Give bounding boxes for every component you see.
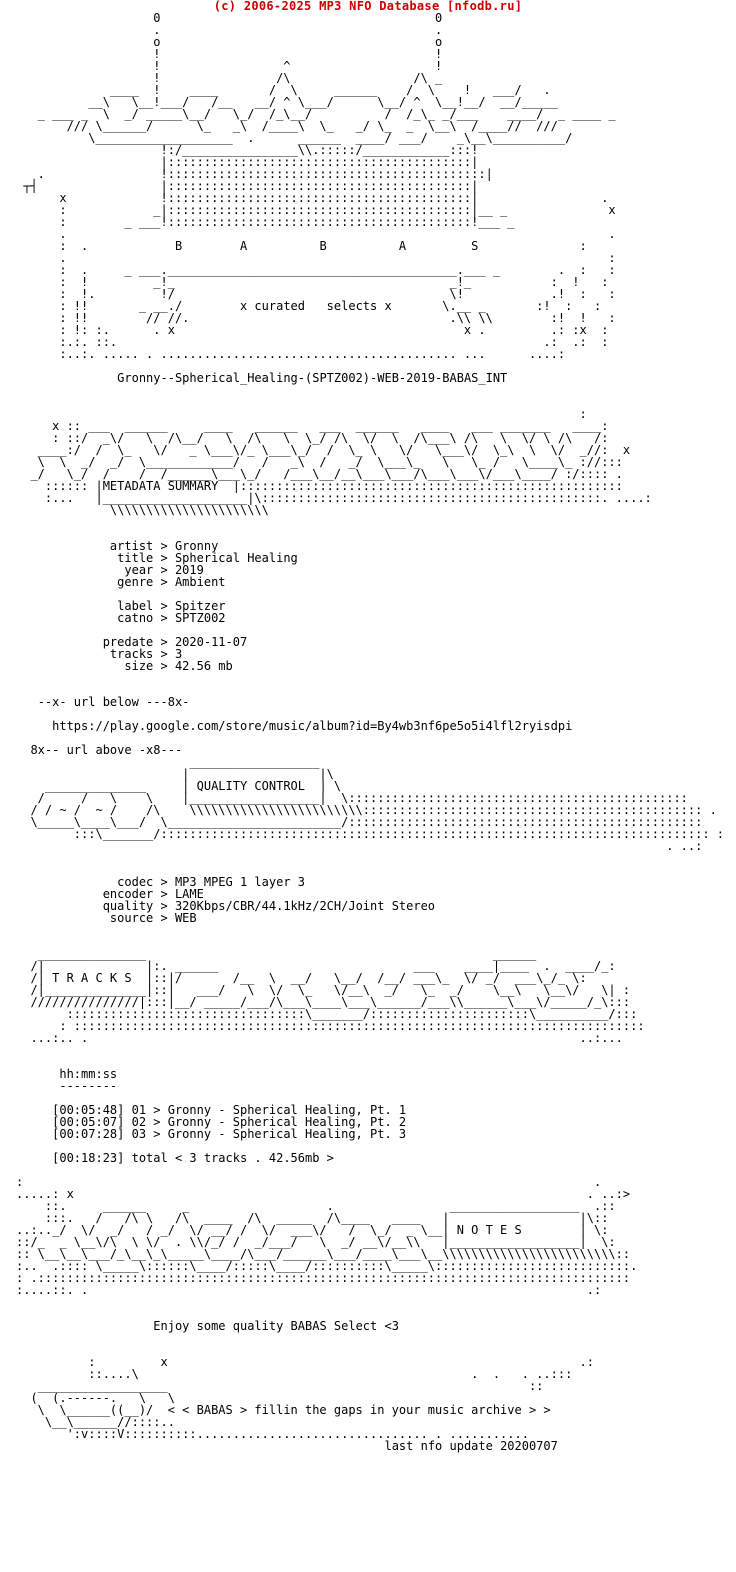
notes-text: Enjoy some quality BABAS Select <3 [153, 1319, 399, 1333]
meta-tracks: tracks > 3 [109, 647, 183, 661]
track-row-1: [00:05:48] 01 > Gronny - Spherical Healing, Pt. 1 [52, 1103, 407, 1117]
meta-title: title > Spherical Healing [117, 551, 298, 565]
qc-encoder: encoder > LAME [102, 887, 204, 901]
meta-catno: catno > SPTZ002 [117, 611, 226, 625]
meta-genre: genre > Ambient [117, 575, 226, 589]
meta-artist: artist > Gronny [109, 539, 219, 553]
notes-heading: N O T E S [456, 1223, 522, 1237]
meta-label: label > Spitzer [117, 599, 226, 613]
track-row-2: [00:05:07] 02 > Gronny - Spherical Healing, Pt. 2 [52, 1115, 407, 1129]
metadata-heading: METADATA SUMMARY [102, 479, 219, 493]
tagline: x curated selects x [239, 299, 392, 313]
qc-source: source > WEB [109, 911, 197, 925]
site-header: (c) 2006-2025 MP3 NFO Database [nfodb.ru] [213, 0, 523, 13]
last-update: last nfo update 20200707 [384, 1439, 558, 1453]
meta-year: year > 2019 [124, 563, 204, 577]
qc-quality: quality > 320Kbps/CBR/44.1kHz/2CH/Joint Stereo [102, 899, 436, 913]
url-below: --x- url below ---8x- [37, 695, 190, 709]
nfo-document: 0 0 . . o o ! ! ! ^ ! ! /\ /\ _ ____ ! ____ / \ ______ / \ ! ___/ . __\ \__!___/ /__ __/ ^ \___/ \__/ ^ \__!__/ __/_____ _ ___ _ \ _/ _____\__/ \_/ /_\__/ / /_\_ _/___ ____/ _ ____ _ /// \______/ \_ _\ /____\ \_ _/ \_ _ \__\ /____// /// \___________________ . ______ ____/ ___/ _\__\__________/ !:/________________\\.:::::/____________:::! |::::::::::::::::::::::::::::::::::::::::::| . !::::::::::::::::::::::::::::::::::::::::::::| ┬┤ |::::::::::::::::::::::::::::::::::::::::::| x !::::::::::::::::::::::::::::::::::::::::::| . : _|::::::::::::::::::::::::::::::::::::::::::|__ _ x : _ ___!::::::::::::::::::::::::::::::::::::::::::!___ _ . . : . B A B A S : . : : . _ ___.________________________________________.___ _ . : : : ! _!_ _!_ : ! : : !. !/ \! .! : : : !! _ __./ x curated selects x \.__ _ :! : : : !! // //. .\\ \\ :! ! : : !: :. . x x . .: :x : :.:. ::. .: .: : :..:. ..... . ......................................... ... ....: Gronny--Spherical_Healing-(SPTZ002)-WEB-2019-BABAS_INT : x :: ___ ______ ____ ______ ___ ______ ____ ___ _______ ____: : ::/ _\/ \ /\__/ \ /\ \ \_/ /\ \/ \ /\___\ /\ \ \/ \ /\ /: ____:/ / \_ \/ _ \___\/_ \___\_/ / \_ \ \/ \___\/ \_\ \ \/ _//: x \ \ _/ _/ \____________/ / _\ / _/ \___\_ \ \_ / \____\_ ://::: _/ \_/ / / /______\___\_/ /___\__/__\___\___/\___\___\/___\____/ :/:::: . :::::: |METADATA SUMMARY |::::::::::::::::::::::::::::::::::::::::::::::::::::: :... |____________________|\:::::::::::::::::::::::::::::::::::::::::::::::. ....: \\\\\\\\\\\\\\\\\\\\\\ artist > Gronny title > Spherical Healing year > 2019 genre > Ambient label > Spitzer catno > SPTZ002 predate > 2020-11-07 tracks > 3 size > 42.56 mb --x- url below ---8x- https://play.google.com/store/music/album?id=By4wb3nf6pe5o5i4lfl2ryisdpi 8x-- url above -x8--- __________________ | |\ ______________ | QUALITY CONTROL | \ / / \ \ |__________________| \::::::::::::::::::::::::::::::::::::::::::::::: / / ~ / ~ / /\ \\\\\\\\\\\\\\\\\\\\\\\\::::::::::::::::::::::::::::::::::::::::::::::: . \_____\____\___/ \________________________/::::::::::::::::::::::::::::::::::::::::::::::::: :::\_______/:::::::::::::::::::::::::::::::::::::::::::::::::::::::::::::::::::::::::::: : . ..: codec > MP3 MPEG 1 layer 3 encoder > LAME quality > 320Kbps/CBR/44.1kHz/2CH/Joint Stereo source > WEB _______________ ______ /| |:. ______ ___ ____|____ . ____/_: /| T R A C K S |::|/ /__ \ __/ \__/ /__/ ___\_ \/ _/ ___\_/_ \: /|______________|::| ___/ \ \/ \_ \/__\ _/ \_ _/ \__\ \__\/ \| : ///////////////|:::|__/ _____/___/\___\____\___\______/___\\______\___\/_____/_\::: :::::::::::::::::::::::::::::::::\_______/::::::::::::::::::::::\__________/::: : ::::::::::::::::::::::::::::::::::::::::::::::::::::::::::::::::::::::::::::::: ...:.. . ..:... hh:mm:ss -------- [00:05:48] 01 > Gronny - Spherical Healing, Pt. 1 [00:05:07] 02 > Gronny - Spherical Healing, Pt. 2 [00:07:28] 03 > Gronny - Spherical Healing, Pt. 3 [00:18:23] total < 3 tracks . 42.56mb > : . .....: x . ..:> ::. ______ _ . __________________ .:: :::. / /\ \ /\ ____ /\ _____ /\____ ____ | |\:: ..:.._/ \/ _/ / _/ \/ __/ / \/ ___\/ / \_/ _ \__| N O T E S | \: ::/_ _ \__\/\ \ \/ . \\/_/ / _/___/ \ _/ __\/__\\ |__________________| \: :: \__\__\___/_\__\_\_____\____/\___/______\___/____\___\__\\\\\\\\\\\\\\\\\\\\\\\\:: :.. .:::: \_____\::::::\____/:::::\____/::::::::::\_____\:::::::::::::::::::::::::::. : .:::::::::::::::::::::::::::::::::::::::::::::::::::::::::::::::::::::::::::::::::: :....::. . .: Enjoy some quality BABAS Select <3 : x .: ::....\ . . . ..::: __________________ :: ( (.------. \ \ \ \______((__)/ < < BABAS > fillin the gaps in your music archive > > \__\______//::::.. ':v::::V::::::::::................................ . ........... last nfo update 20200707 [16, 11, 725, 1453]
track-format-underline: -------- [59, 1079, 118, 1093]
track-row-3: [00:07:28] 03 > Gronny - Spherical Healing, Pt. 3 [52, 1127, 407, 1141]
qc-codec: codec > MP3 MPEG 1 layer 3 [117, 875, 305, 889]
meta-predate: predate > 2020-11-07 [102, 635, 248, 649]
meta-size: size > 42.56 mb [124, 659, 233, 673]
footer-slogan: < < BABAS > fillin the gaps in your music archive > > [167, 1403, 551, 1417]
track-total: [00:18:23] total < 3 tracks . 42.56mb > [52, 1151, 334, 1165]
quality-heading: QUALITY CONTROL [196, 779, 305, 793]
url-above: 8x-- url above -x8--- [30, 743, 183, 757]
track-format: hh:mm:ss [59, 1067, 118, 1081]
release-url[interactable]: https://play.google.com/store/music/album?id=By4wb3nf6pe5o5i4lfl2ryisdpi [52, 719, 573, 733]
release-name: Gronny--Spherical_Healing-(SPTZ002)-WEB-2019-BABAS_INT [117, 371, 508, 385]
crew-letters: B A B A S [174, 239, 479, 253]
tracks-heading: T R A C K S [52, 971, 132, 985]
